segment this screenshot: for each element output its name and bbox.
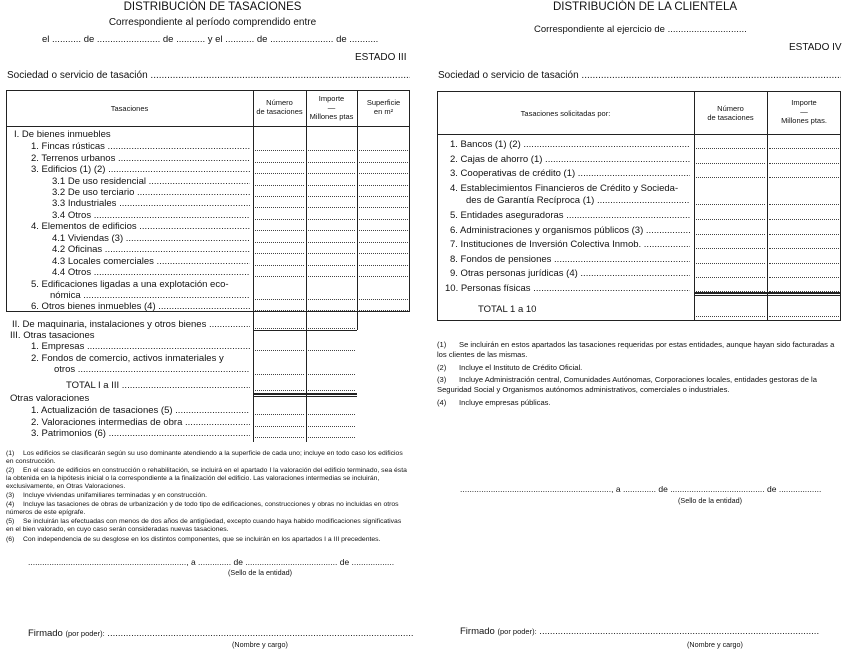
value-cell[interactable] (696, 277, 765, 278)
right-footnote-2: (2) Incluye el Instituto de Crédito Oficial. (437, 363, 583, 372)
value-cell[interactable] (255, 196, 304, 197)
left-row-1: 1. Fincas rústicas ..... (31, 141, 250, 152)
right-row-10: 10. Personas físicas ..... (445, 283, 690, 294)
right-header-numero: Número de tasaciones (707, 104, 754, 122)
left-row-0: I. De bienes inmuebles (14, 129, 111, 140)
right-header-tasaciones: Tasaciones solicitadas por: (520, 109, 611, 118)
left-row-5: 3.2 De uso terciario ..... (52, 187, 250, 198)
left-row-11: 4.3 Locales comerciales ..... (52, 256, 250, 267)
left-row-3: 3. Edificios (1) (2) ..... (31, 164, 250, 175)
left-header-superficie: Superficie en m² (366, 98, 401, 116)
left-nombre-cargo: (Nombre y cargo) (232, 640, 288, 649)
value-cell[interactable] (255, 219, 304, 220)
left-row-15: 6. Otros bienes inmuebles (4) ..... (31, 301, 250, 312)
value-cell[interactable] (308, 390, 355, 391)
left-footnote-6: (6) Con independencia de su desglose en los distintos componentes, que se incluirán en los apartados I a III precedentes. (6, 536, 381, 543)
right-row-1: 2. Cajas de ahorro (1) ..... (450, 154, 690, 165)
right-date-line: ................................................................, a .............. de ........................................ de .................. (460, 484, 822, 494)
value-cell[interactable] (359, 150, 408, 151)
left-row-8: 4. Elementos de edificios ..... (31, 221, 250, 232)
right-sociedad-line: Sociedad o servicio de tasación ..... (438, 70, 841, 81)
right-sello: (Sello de la entidad) (678, 496, 742, 505)
value-cell[interactable] (255, 276, 304, 277)
value-cell[interactable] (696, 148, 765, 149)
right-row-2: 3. Cooperativas de crédito (1) ..... (450, 168, 690, 179)
right-footnote-3: (3) Incluye Administración central, Comunidades Autónomas, Corporaciones locales, entidades gestoras de la Seguridad Social y Organismos autónomos administrativos, comerciales o industriales. (437, 375, 817, 394)
value-cell[interactable] (255, 328, 304, 329)
value-cell[interactable] (769, 316, 839, 317)
left-row-18: 1. Empresas ..... (31, 341, 250, 352)
value-cell[interactable] (255, 350, 304, 351)
value-cell[interactable] (255, 207, 304, 208)
value-cell[interactable] (769, 163, 839, 164)
value-cell[interactable] (359, 253, 408, 254)
right-estado: ESTADO IV (789, 42, 842, 53)
value-cell[interactable] (696, 234, 765, 235)
value-cell[interactable] (255, 299, 304, 300)
right-footnote-1: (1) Se incluirán en estos apartados las tasaciones requeridas por estas entidades, aunque hayan sido facturadas a los clientes de las mismas. (437, 340, 835, 359)
right-row-7: 7. Instituciones de Inversión Colectiva Inmob. ..... (450, 239, 690, 250)
left-row-24: 2. Valoraciones intermedias de obra ..... (31, 417, 250, 428)
left-title: DISTRIBUCIÓN DE TASACIONES (123, 1, 302, 13)
left-row-10: 4.2 Oficinas ..... (52, 244, 250, 255)
value-cell[interactable] (255, 150, 304, 151)
value-cell[interactable] (359, 207, 408, 208)
value-cell[interactable] (255, 265, 304, 266)
value-cell[interactable] (696, 291, 765, 292)
left-footnote-4: (4) Incluye las tasaciones de obras de urbanización y de todo tipo de edificaciones, construcciones y obras no incluidas en otros números de este epígrafe. (6, 501, 399, 517)
value-cell[interactable] (255, 242, 304, 243)
value-cell[interactable] (255, 162, 304, 163)
value-cell[interactable] (308, 219, 355, 220)
right-firmado-line: Firmado (por poder): ..... (460, 626, 820, 637)
right-nombre-cargo: (Nombre y cargo) (687, 640, 743, 649)
value-cell[interactable] (359, 219, 408, 220)
value-cell[interactable] (255, 173, 304, 174)
value-cell[interactable] (359, 242, 408, 243)
left-row-6: 3.3 Industriales ..... (52, 198, 250, 209)
value-cell[interactable] (255, 437, 304, 438)
right-title: DISTRIBUCIÓN DE LA CLIENTELA (552, 1, 738, 13)
left-row-25: 3. Patrimonios (6) ..... (31, 428, 250, 439)
value-cell[interactable] (696, 316, 765, 317)
value-cell[interactable] (308, 150, 355, 151)
left-row-9: 4.1 Viviendas (3) ..... (52, 233, 250, 244)
left-header-tasaciones: Tasaciones (110, 104, 149, 113)
left-sello: (Sello de la entidad) (228, 568, 292, 577)
left-subtitle: Correspondiente al período comprendido entre (108, 17, 317, 28)
value-cell[interactable] (308, 276, 355, 277)
value-cell[interactable] (769, 291, 839, 292)
right-row-total: TOTAL 1 a 10 (478, 304, 537, 315)
left-period-line: el ........... de ........................ de ........... y el ........... de ........................ de ........... (42, 34, 379, 45)
left-sociedad-line: Sociedad o servicio de tasación ..... (7, 70, 410, 81)
left-row-21: TOTAL I a III ..... (66, 380, 250, 391)
right-row-5: 5. Entidades aseguradoras ..... (450, 210, 690, 221)
right-header-importe: Importe — Millones ptas. (781, 98, 827, 125)
left-header-numero: Número de tasaciones (256, 98, 303, 116)
value-cell[interactable] (359, 185, 408, 186)
left-row-2: 2. Terrenos urbanos ..... (31, 153, 250, 164)
left-firmado-line: Firmado (por poder): ..... (28, 628, 413, 639)
value-cell[interactable] (308, 374, 355, 375)
left-row-16: II. De maquinaria, instalaciones y otros bienes ..... (12, 319, 250, 330)
value-cell[interactable] (359, 162, 408, 163)
value-cell[interactable] (308, 265, 355, 266)
value-cell[interactable] (769, 277, 839, 278)
value-cell[interactable] (255, 310, 304, 311)
left-row-13: 5. Edificaciones ligadas a una explotación eco- (31, 279, 229, 290)
value-cell[interactable] (769, 219, 839, 220)
left-row-22: Otras valoraciones (10, 393, 90, 404)
left-row-17: III. Otras tasaciones (10, 330, 95, 341)
value-cell[interactable] (308, 437, 355, 438)
right-row-8: 8. Fondos de pensiones ..... (450, 254, 690, 265)
value-cell[interactable] (696, 163, 765, 164)
value-cell[interactable] (359, 310, 408, 311)
right-row-9: 9. Otras personas jurídicas (4) ..... (450, 268, 690, 279)
value-cell[interactable] (769, 204, 839, 205)
left-date-line: ..................................................................., a .............. de ....................................... de .................. (28, 557, 395, 567)
value-cell[interactable] (308, 162, 355, 163)
value-cell[interactable] (696, 219, 765, 220)
value-cell[interactable] (308, 207, 355, 208)
value-cell[interactable] (769, 177, 839, 178)
left-row-12: 4.4 Otros ..... (52, 267, 250, 278)
value-cell[interactable] (308, 350, 355, 351)
value-cell[interactable] (308, 310, 355, 311)
value-cell[interactable] (359, 265, 408, 266)
value-cell[interactable] (255, 374, 304, 375)
value-cell[interactable] (769, 148, 839, 149)
value-cell[interactable] (308, 230, 355, 231)
right-row-0: 1. Bancos (1) (2) ..... (450, 139, 690, 150)
left-row-20: otros ..... (54, 364, 250, 375)
left-footnote-3: (3) Incluye viviendas unifamiliares terminadas y en construcción. (6, 492, 207, 499)
value-cell[interactable] (308, 426, 355, 427)
value-cell[interactable] (308, 414, 355, 415)
value-cell[interactable] (255, 426, 304, 427)
value-cell[interactable] (255, 390, 304, 391)
value-cell[interactable] (696, 177, 765, 178)
left-row-19: 2. Fondos de comercio, activos inmateriales y (31, 353, 224, 364)
right-row-6: 6. Administraciones y organismos públicos (3) ..... (450, 225, 690, 236)
value-cell[interactable] (696, 263, 765, 264)
right-subtitle: Correspondiente al ejercicio de .............................. (534, 24, 747, 35)
value-cell[interactable] (308, 299, 355, 300)
right-row-3: 4. Establecimientos Financieros de Crédito y Socieda- (450, 183, 679, 194)
value-cell[interactable] (359, 230, 408, 231)
value-cell[interactable] (255, 414, 304, 415)
left-footnote-5: (5) Se incluirán las efectuadas con menos de dos años de antigüedad, excepto cuando haya habido modificaciones significativas en el bien valorado, en cuyo caso serán consideradas nuevas tasaciones. (6, 518, 402, 534)
value-cell[interactable] (255, 253, 304, 254)
value-cell[interactable] (359, 173, 408, 174)
left-row-23: 1. Actualización de tasaciones (5) ..... (31, 405, 250, 416)
left-row-4: 3.1 De uso residencial ..... (52, 176, 250, 187)
value-cell[interactable] (308, 253, 355, 254)
left-row-14: nómica ..... (50, 290, 250, 301)
value-cell[interactable] (359, 196, 408, 197)
left-estado: ESTADO III (355, 52, 407, 63)
left-footnote-2: (2) En el caso de edificios en construcción o rehabilitación, se incluirá en el apartado I la valoración del edificio terminado, sea ésta la obtenida en la hipótesis inicial o la correspondiente a la finalización del edificio. Las valoraciones intermedias se incluirán, exclusivamente, en Otras Valoraciones. (6, 467, 407, 491)
value-cell[interactable] (308, 173, 355, 174)
value-cell[interactable] (308, 196, 355, 197)
left-header-importe: Importe — Millones ptas (309, 94, 354, 121)
left-row-7: 3.4 Otros ..... (52, 210, 250, 221)
value-cell[interactable] (769, 263, 839, 264)
value-cell[interactable] (769, 234, 839, 235)
value-cell[interactable] (359, 276, 408, 277)
left-footnote-1: (1) Los edificios se clasificarán según su uso dominante atendiendo a la superficie de cada uno; incluye en todo caso los edificios en construcción. (6, 450, 403, 466)
value-cell[interactable] (255, 230, 304, 231)
value-cell[interactable] (308, 242, 355, 243)
right-footnote-4: (4) Incluye empresas públicas. (437, 398, 551, 407)
value-cell[interactable] (359, 299, 408, 300)
value-cell[interactable] (696, 204, 765, 205)
value-cell[interactable] (255, 185, 304, 186)
value-cell[interactable] (769, 248, 839, 249)
right-row-4: des de Garantía Recíproca (1) ..... (466, 195, 690, 206)
value-cell[interactable] (696, 248, 765, 249)
value-cell[interactable] (308, 185, 355, 186)
value-cell[interactable] (308, 328, 355, 329)
